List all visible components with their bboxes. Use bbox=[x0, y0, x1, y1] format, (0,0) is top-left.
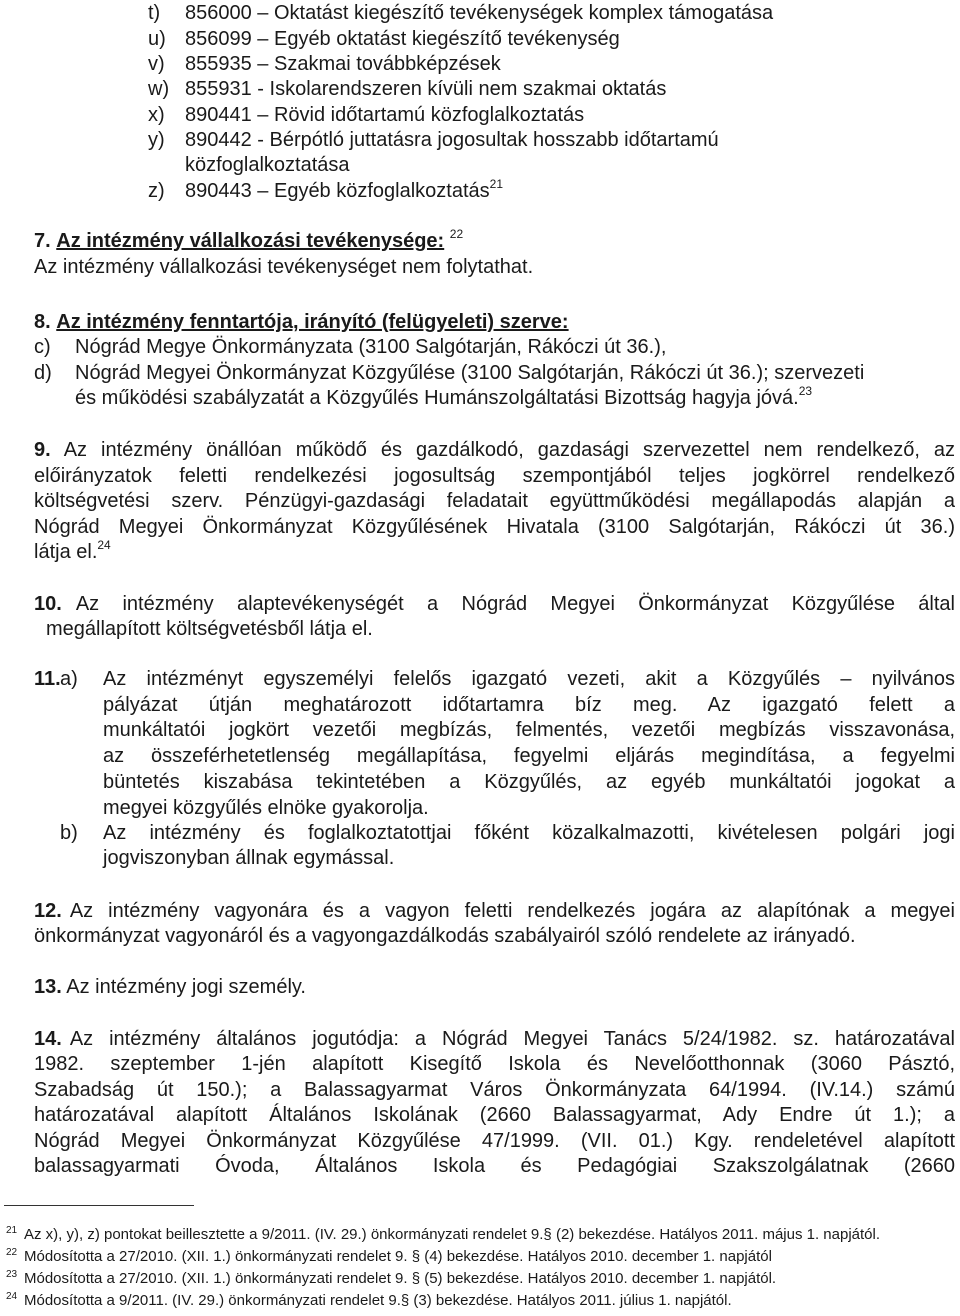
section-9-line: 9. Az intézmény önállóan működő és gazdálkodó, gazdasági szervezettel nem rendelkező, az bbox=[34, 439, 955, 461]
section-10-line: 10. Az intézmény alaptevékenységét a Nógrád Megyei Önkormányzat Közgyűlése által bbox=[34, 593, 955, 615]
footnote-text: Módosította a 27/2010. (XII. 1.) önkormányzati rendelet 9. § (4) bekezdése. Hatályos 2010. december 1. napjától bbox=[24, 1248, 772, 1265]
footnote-text: Módosította a 9/2011. (IV. 29.) önkormányzati rendelet 9.§ (3) bekezdése. Hatályos 2011. július 1. napjától. bbox=[24, 1292, 732, 1309]
list-item-continuation: közfoglalkoztatása bbox=[185, 154, 350, 176]
footnote: $^{24}$ Módosította a 9/2011. (IV. 29.) önkormányzati rendelet 9.§ (3) bekezdése. Hatályos 2011. július 1. napjától. bbox=[6, 1291, 732, 1309]
list-item bbox=[148, 179, 503, 203]
list-item-letter: u) bbox=[148, 28, 166, 50]
item-text: Nógrád Megyei Önkormányzat Közgyűlése (3100 Salgótarján, Rákóczi út 36.); szervezeti bbox=[75, 362, 865, 384]
section-number: 14. bbox=[34, 1028, 62, 1050]
section-11-number: 11. bbox=[34, 668, 61, 690]
list-item bbox=[148, 128, 719, 152]
list-item-letter: w) bbox=[148, 78, 170, 100]
list-item-letter: v) bbox=[148, 53, 165, 75]
footnote-ref[interactable]: 22 bbox=[449, 227, 464, 241]
item-text: Nógrád Megye Önkormányzata (3100 Salgótarján, Rákóczi út 36.), bbox=[75, 336, 667, 358]
footnote: $^{23}$ Módosította a 27/2010. (XII. 1.) önkormányzati rendelet 9. § (5) bekezdése. Hatályos 2010. december 1. napjától. bbox=[6, 1269, 777, 1287]
footnote-ref[interactable]: 21 bbox=[489, 177, 504, 191]
section-11-a-line: az összeférhetetlenség megállapítása, fegyelmi eljárás megindítása, a fegyelmi bbox=[103, 745, 955, 767]
section-number: 8. bbox=[34, 311, 51, 333]
section-12-line: önkormányzat vagyonáról és a vagyongazdálkodás szabályairól szóló rendelete az irányadó. bbox=[34, 925, 856, 947]
item-label: c) bbox=[34, 336, 51, 358]
list-item-text: 890441 – Rövid időtartamú közfoglalkoztatás bbox=[185, 104, 585, 126]
list-item-letter: z) bbox=[148, 180, 165, 202]
section-9-line: költségvetési szerv. Pénzügyi-gazdasági feladatait együttműködési megállapodás alapján a bbox=[34, 490, 955, 512]
list-item bbox=[148, 52, 501, 76]
list-item bbox=[148, 103, 584, 127]
section-title: Az intézmény vállalkozási tevékenysége: bbox=[56, 230, 445, 252]
section-13: 13. Az intézmény jogi személy. bbox=[34, 976, 306, 998]
section-title: Az intézmény fenntartója, irányító (felügyeleti) szerve: bbox=[56, 311, 569, 333]
footnote-text: Módosította a 27/2010. (XII. 1.) önkormányzati rendelet 9. § (5) bekezdése. Hatályos 2010. december 1. napjától. bbox=[24, 1270, 777, 1287]
section-7-body: Az intézmény vállalkozási tevékenységet nem folytathat. bbox=[34, 256, 534, 278]
section-11-a-line: büntetés kiszabása tekintetében a Közgyűlés, az egyéb munkáltatói jogokat a bbox=[103, 771, 955, 793]
list-item-text: 890443 – Egyéb közfoglalkoztatás bbox=[185, 180, 490, 202]
list-item bbox=[148, 27, 620, 51]
footnote: $^{21}$ Az x), y), z) pontokat beillesztette a 9/2011. (IV. 29.) önkormányzati rendelet 9.§ (2) bekezdése. Hatályos 2011. május 1. napjától. bbox=[6, 1225, 881, 1243]
section-number: 9. bbox=[34, 439, 51, 461]
list-item-letter: x) bbox=[148, 104, 165, 126]
section-12-line: 12. Az intézmény vagyonára és a vagyon feletti rendelkezés jogára az alapítónak a megyei bbox=[34, 900, 955, 922]
section-14-line: határozatával alapított Általános Iskolának (2660 Balassagyarmat, Ady Endre út 1.); a bbox=[34, 1104, 955, 1126]
list-item-letter: y) bbox=[148, 129, 165, 151]
item-text: és működési szabályzatát a Közgyűlés Humánszolgáltatási Bizottság hagyja jóvá. bbox=[75, 387, 799, 409]
list-item-text: 856099 – Egyéb oktatást kiegészítő tevékenység bbox=[185, 28, 620, 50]
section-7-heading bbox=[34, 229, 463, 253]
section-8-heading bbox=[34, 310, 569, 334]
section-8-item-d bbox=[34, 361, 864, 385]
section-11-a-line: munkáltatói jogkört vezetői megbízás, felmentés, vezetői megbízás visszavonása, bbox=[103, 719, 955, 741]
section-number: 12. bbox=[34, 900, 62, 922]
section-number: 10. bbox=[34, 593, 62, 615]
section-11-b-line: jogviszonyban állnak egymással. bbox=[103, 847, 395, 869]
section-14-line: Nógrád Megyei Önkormányzat Közgyűlése 47/1999. (VII. 01.) Kgy. rendeletével alapított bbox=[34, 1130, 955, 1152]
footnote-ref[interactable]: 24 bbox=[97, 538, 111, 552]
section-11-a-line: pályázat útján meghatározott időtartamra bíz meg. Az igazgató felett a bbox=[103, 694, 955, 716]
section-14-line: balassagyarmati Óvoda, Általános Iskola és Pedagógiai Szakszolgálatnak (2660 bbox=[34, 1155, 955, 1177]
footnote-ref[interactable]: 23 bbox=[798, 384, 813, 398]
section-11-label-a: a) bbox=[60, 668, 78, 690]
section-14-line: 1982. szeptember 1-jén alapított Kisegítő Iskola és Nevelőotthonnak (3060 Pásztó, bbox=[34, 1053, 955, 1075]
section-14-line: 14. Az intézmény általános jogutódja: a Nógrád Megyei Tanács 5/24/1982. sz. határozatával bbox=[34, 1028, 955, 1050]
section-11-label-b: b) bbox=[60, 822, 78, 844]
section-11-b-line: Az intézmény és foglalkoztatottjai főként közalkalmazotti, kivételesen polgári jogi bbox=[103, 822, 955, 844]
section-number: 7. bbox=[34, 230, 51, 252]
section-number: 13. bbox=[34, 976, 62, 998]
section-11-a-line: Az intézményt egyszemélyi felelős igazgató vezeti, akit a Közgyűlés – nyilvános bbox=[103, 668, 955, 690]
list-item bbox=[148, 1, 773, 25]
list-item-text: 855935 – Szakmai továbbképzések bbox=[185, 53, 501, 75]
section-9-line: Nógrád Megyei Önkormányzat Közgyűlésének Hivatala (3100 Salgótarján, Rákóczi út 36.) bbox=[34, 516, 955, 538]
list-item-text: 855931 - Iskolarendszeren kívüli nem szakmai oktatás bbox=[185, 78, 667, 100]
footnote-text: Az x), y), z) pontokat beillesztette a 9/2011. (IV. 29.) önkormányzati rendelet 9.§ (2) bekezdése. Hatályos 2011. május 1. napjától. bbox=[24, 1226, 881, 1243]
item-label: d) bbox=[34, 362, 52, 384]
footnote: $^{22}$ Módosította a 27/2010. (XII. 1.) önkormányzati rendelet 9. § (4) bekezdése. Hatályos 2010. december 1. napjától bbox=[6, 1247, 772, 1265]
footnote-separator bbox=[4, 1205, 194, 1206]
list-item-text: 890442 - Bérpótló juttatásra jogosultak hosszabb időtartamú bbox=[185, 129, 719, 151]
section-9-line: látja el.$^{24}$ bbox=[34, 538, 111, 563]
section-10-line: megállapított költségvetésből látja el. bbox=[46, 618, 373, 640]
list-item-letter: t) bbox=[148, 2, 161, 24]
list-item-text: 856000 – Oktatást kiegészítő tevékenységek komplex támogatása bbox=[185, 2, 774, 24]
list-item bbox=[148, 77, 666, 101]
section-8-item-c bbox=[34, 335, 666, 359]
section-8-item-d-cont bbox=[75, 386, 812, 410]
section-14-line: Szabadság út 150.); a Balassagyarmat Város Önkormányzata 64/1994. (IV.14.) számú bbox=[34, 1079, 955, 1101]
section-11-a-line: megyei közgyűlés elnöke gyakorolja. bbox=[103, 797, 429, 819]
section-9-line: előirányzatok feletti rendelkezési jogosultság szempontjából teljes jogkörrel rendelkező bbox=[34, 465, 955, 487]
